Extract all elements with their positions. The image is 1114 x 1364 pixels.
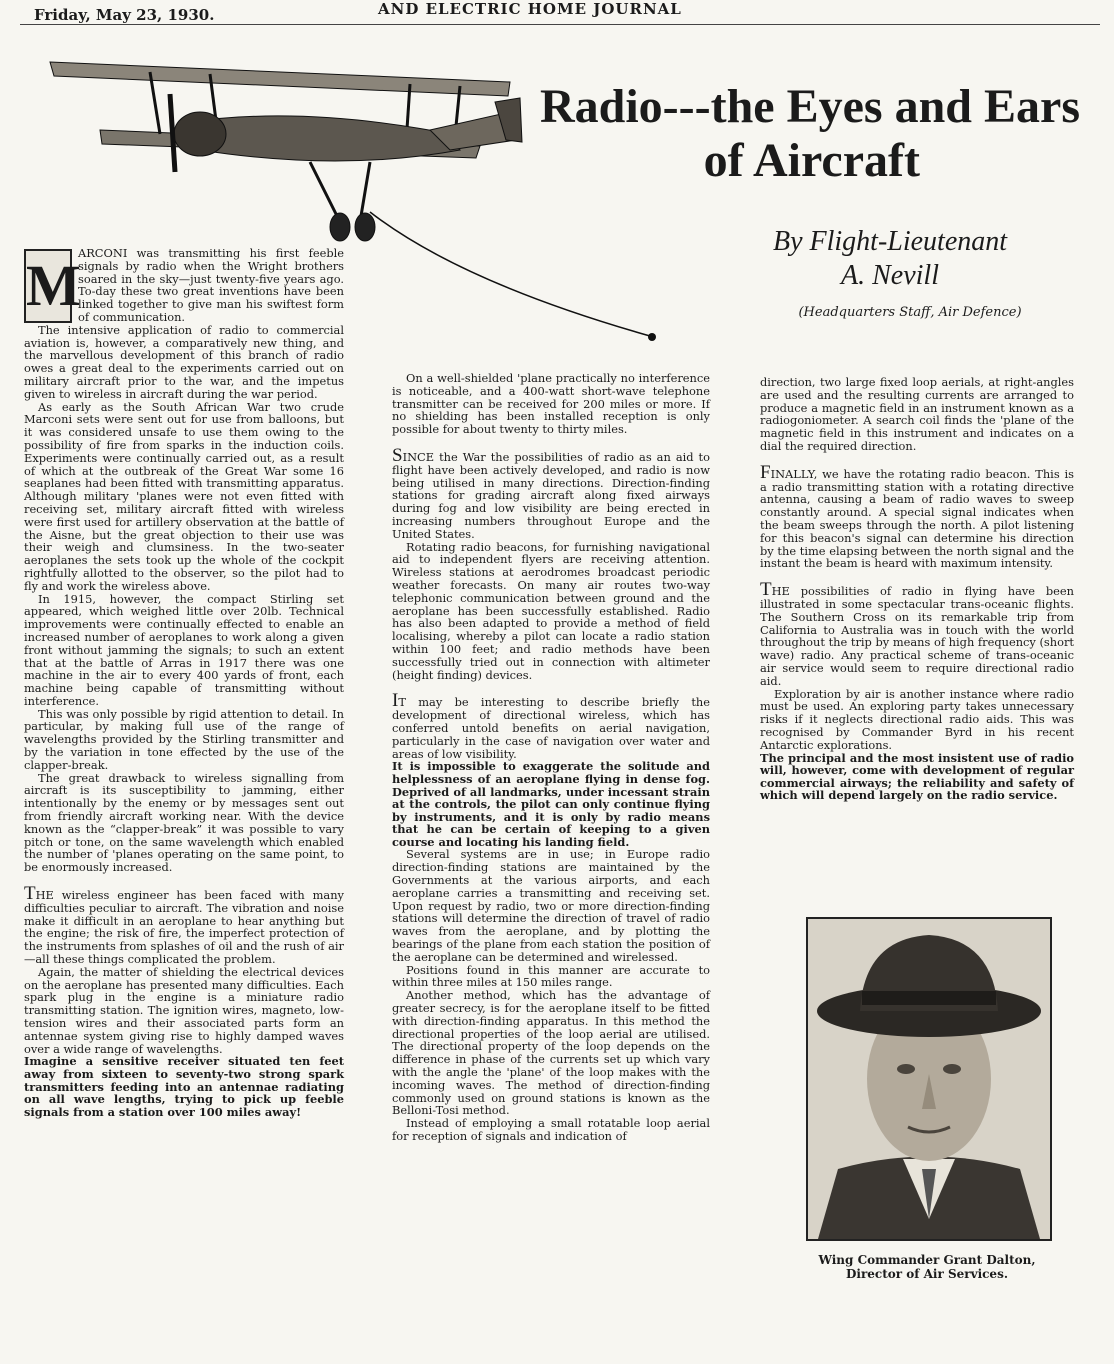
paragraph: On a well-shielded 'plane practically no interference is noticeable, and a 400-watt short-wave telephone transmitter can be received for 200 miles or more. If no shielding has been installed reception is only possible for about twenty to thirty miles. — [392, 371, 710, 437]
column-2 — [392, 372, 710, 1143]
paragraph: direction, two large fixed loop aerials, at right-angles are used and the resulting currents are arranged to produce a magnetic field in an instrument known as a radiogoniometer. A search coil finds the 'plane of the magnetic field in this instrument and indicates on a dial the required direction. — [760, 375, 1074, 453]
paragraph: This was only possible by rigid attention to detail. In particular, by making full use of the range of wavelengths provided by the Stirling transmitter and by the variation in tone effected by the use of the clapper-break. — [24, 706, 344, 772]
article-title — [520, 80, 1080, 188]
paragraph: Another method, which has the advantage of greater secrecy, is for the aeroplane itself to be fitted with direction-finding apparatus. In this method the directional properties of the loop aerial are utilised. The directional property of the loop depends on the difference in phase of the currents set up which vary with the angle the 'plane' of the loop makes with the incoming waves. The method of direction-finding commonly used on ground stations is known as the Belloni-Tosi method. — [392, 988, 710, 1118]
drop-cap: M — [24, 249, 72, 323]
pull-quote: It is impossible to exaggerate the solitude and helplessness of an aeroplane flying in dense fog. Deprived of all landmarks, under incessant strain at the controls, the pilot can only continue flying by instruments, and it is only by radio means that he can be certain of keeping to a given course and locating his landing field. — [392, 759, 710, 849]
byline-line-2: A. Nevill — [841, 260, 939, 291]
paragraph: ARCONI was transmitting his first feeble signals by radio when the Wright brothers soared in the sky—just twenty-five years ago. To-day these two great inventions have been linked together to give man his swiftest form of communication. — [78, 246, 344, 324]
issue-date: Friday, May 23, 1930. — [34, 6, 215, 24]
paragraph: The intensive application of radio to commercial aviation is, however, a comparatively new thing, and the marvellous development of this branch of radio owes a great deal to the experiments carried out on military aircraft prior to the war, and the impetus given to wireless in aircraft during the war period. — [24, 322, 344, 401]
paragraph-with-initial: SINCE the War the possibilities of radio as an aid to flight have been actively developed, and radio is now being utilised in many directions. Direction-finding stations for grading aircraft along fixed airways during fog and low visibility are being erected in increasing numbers throughout Europe and the United States. — [392, 444, 710, 541]
author-affiliation: (Headquarters Staff, Air Defence) — [798, 305, 1022, 320]
paragraph: Rotating radio beacons, for furnishing navigational aid to independent flyers are receiving attention. Wireless stations at aerodromes broadcast periodic weather forecasts. On many air routes two-way telephonic communication between ground and the aeroplane has been successfully established. Radio has also been adapted to provide a method of field localising, whereby a pilot can locate a radio station within 100 feet; and radio methods have been successfully tried out in connection with altimeter (height finding) devices. — [392, 539, 710, 682]
column-1 — [24, 247, 344, 1118]
paragraph: Again, the matter of shielding the electrical devices on the aeroplane has presented many difficulties. Each spark plug in the engine is a miniature radio transmitting station. The ignition wires, magneto, low-tension wires and their associated parts form an antennae system giving rise to highly damped waves over a wide range of wavelengths. — [24, 964, 344, 1056]
column-3 — [760, 376, 1074, 802]
paragraph: As early as the South African War two crude Marconi sets were sent out for use from balloons, but it was considered unsafe to use them owing to the possibility of fire from sparks in the induction coils. Experiments were continually carried out, as a result of which at the outbreak of the Great War some 16 seaplanes had been fitted with transmitting apparatus. Although military 'planes were not even fitted with receiving set, military aircraft fitted with wireless were first used for artillery observation at the battle of the Aisne, but the great objection to their use was their weigh and clumsiness. In the two-seater aeroplanes the sets took up the whole of the cockpit rightfully allotted to the observer, so the pilot had to fly and work the wireless above. — [24, 399, 344, 593]
paragraph: Exploration by air is another instance where radio must be used. An exploring party takes unnecessary risks if it neglects directional radio aids. This was recognised by Commander Byrd in his recent Antarctic explorations. — [760, 686, 1074, 752]
initial-cap: F — [760, 461, 771, 483]
paragraph-with-initial: FINALLY, we have the rotating radio beacon. This is a radio transmitting station with a rotating directive antenna, causing a beam of radio waves to sweep constantly around. A special signal indicates when the beam sweeps through the north. A pilot listening for this beacon's signal can determine his direction by the time elapsing between the north signal and the instant the beam is heard with maximum intensity. — [760, 461, 1074, 571]
initial-cap: I — [392, 690, 399, 712]
initial-cap: S — [392, 444, 403, 466]
caption-line-1: Wing Commander Grant Dalton, — [818, 1253, 1036, 1267]
paragraph-with-initial: IT may be interesting to describe briefly the development of directional wireless, which has conferred untold benefits on aerial navigation, particularly in the case of navigation over water and areas of low visibility. — [392, 690, 710, 761]
paragraph-with-initial: THE wireless engineer has been faced with many difficulties peculiar to aircraft. The vibration and noise make it difficult in an aeroplane to hear anything but the engine; the risk of fire, the imperfect protection of the instruments from splashes of oil and the rush of air—all these things complicated the problem. — [24, 883, 344, 967]
pull-quote: The principal and the most insistent use of radio will, however, come with development of regular commercial airways; the reliability and safety of which will depend largely on the radio service. — [760, 750, 1074, 803]
paragraph: Several systems are in use; in Europe radio direction-finding stations are maintained by the Governments at the various airports, and each aeroplane carries a transmitting and receiving set. Upon request by radio, two or more direction-finding stations will determine the direction of travel of radio waves from the aeroplane, and by plotting the bearings of the plane from each station the position of the aeroplane can be determined and wirelessed. — [392, 847, 710, 964]
paragraph: Instead of employing a small rotatable loop aerial for reception of signals and indication of — [392, 1116, 710, 1143]
byline-line-1: By Flight-Lieutenant — [772, 226, 1008, 257]
initial-cap: T — [24, 883, 36, 905]
caption-line-2: Director of Air Services. — [845, 1267, 1009, 1281]
paragraph: Positions found in this manner are accurate to within three miles at 150 miles range. — [392, 962, 710, 990]
pull-quote: Imagine a sensitive receiver situated ten feet away from sixteen to seventy-two strong spark transmitters feeding into an antennae radiating on all wave lengths, trying to pick up feeble signals from a station over 100 miles away! — [24, 1054, 344, 1119]
title-line-2: of Aircraft — [703, 134, 920, 187]
portrait-photo — [806, 917, 1052, 1241]
photo-caption — [790, 1253, 1064, 1281]
portrait-image — [808, 919, 1050, 1239]
paragraph: The great drawback to wireless signalling from aircraft is its susceptibility to jamming, either intentionally by the enemy or by messages sent out from friendly aircraft working near. With the device known as the “clapper-break” it was possible to vary pitch or tone, on the same wavelength which enabled the number of 'planes operating on the same point, to be enormously increased. — [24, 770, 344, 875]
paragraph-with-initial: THE possibilities of radio in flying have been illustrated in some spectacular trans-oceanic flights. The Southern Cross on its remarkable trip from California to Australia was in touch with the world throughout the trip by means of high frequency (short wave) radio. Any practical scheme of trans-oceanic air service would seem to require directional radio aid. — [760, 579, 1074, 688]
publication-name: AND ELECTRIC HOME JOURNAL — [378, 0, 682, 18]
byline — [720, 225, 1060, 293]
initial-cap: T — [760, 579, 772, 601]
title-line-1: Radio---the Eyes and Ears — [539, 80, 1080, 133]
paragraph: In 1915, however, the compact Stirling set appeared, which weighed little over 20lb. Technical improvements were continually effected to enable an increased number of aeroplanes to work along a given front without jamming the signals; to such an extent that at the battle of Arras in 1917 there was one machine in the air to every 400 yards of front, each machine being capable of transmitting without interference. — [24, 591, 344, 708]
